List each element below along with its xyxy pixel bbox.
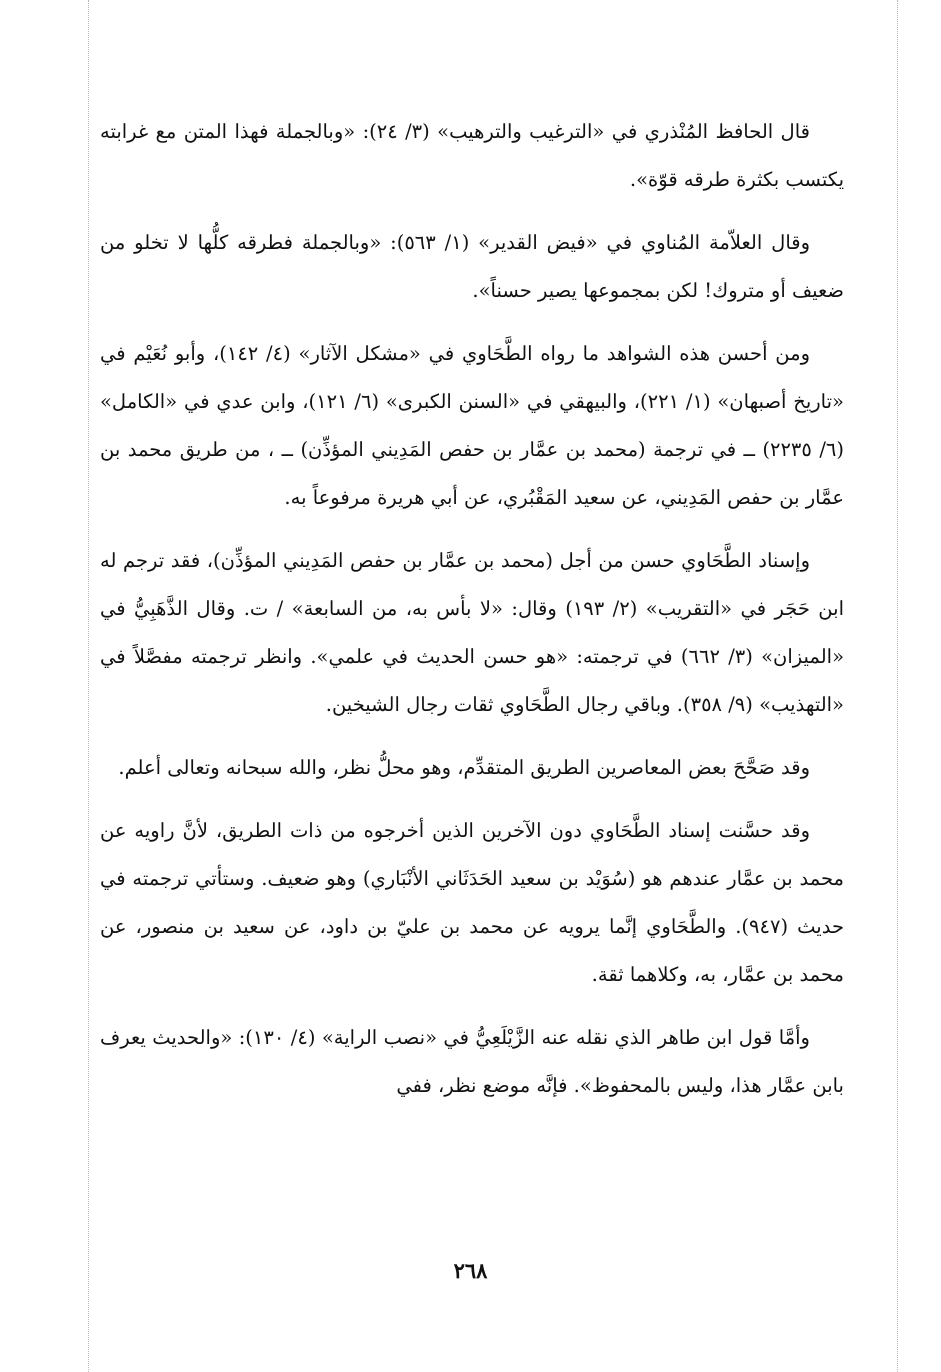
paragraph-7: وأمَّا قول ابن طاهر الذي نقله عنه الزَّيْلَعِيُّ في «نصب الراية» (٤/ ١٣٠): «والحديث يعرف بابن عمَّار هذا، وليس بالمحفوظ». فإنَّه موضع نظر، ففي <box>100 1026 844 1097</box>
paragraph-4: وإسناد الطَّحَاوي حسن من أجل (محمد بن عمَّار بن حفص المَدِيني المؤذِّن)، فقد ترجم له ابن حَجَر في «التقريب» (٢/ ١٩٣) وقال: «لا بأس به، من السابعة» / ت. وقال الذَّهَبِيُّ في «الميزان» (٣/ ٦٦٢) في ترجمته: «هو حسن الحديث في علمي». وانظر ترجمته مفصَّلاً في «التهذيب» (٩/ ٣٥٨). وباقي رجال الطَّحَاوي ثقات رجال الشيخين. <box>100 549 844 716</box>
paragraph-2: وقال العلاّمة المُناوي في «فيض القدير» (١/ ٥٦٣): «وبالجملة فطرقه كلُّها لا تخلو من ضعيف أو متروك! لكن بمجموعها يصير حسناً». <box>100 231 844 302</box>
paragraph-3: ومن أحسن هذه الشواهد ما رواه الطَّحَاوي في «مشكل الآثار» (٤/ ١٤٢)، وأبو نُعَيْم في «تاريخ أصبهان» (١/ ٢٢١)، والبيهقي في «السنن الكبرى» (٦/ ١٢١)، وابن عدي في «الكامل» (٦/ ٢٢٣٥) ــ في ترجمة (محمد بن عمَّار بن حفص المَدِيني المؤذِّن) ــ ، من طريق محمد بن عمَّار بن حفص المَدِيني، عن سعيد المَقْبُري، عن أبي هريرة مرفوعاً به. <box>100 342 844 509</box>
page-number: ٢٦٨ <box>453 1258 488 1283</box>
page-body <box>100 108 844 1125</box>
left-margin-guide <box>88 0 89 1372</box>
paragraph-1: قال الحافظ المُنْذري في «الترغيب والترهيب» (٣/ ٢٤): «وبالجملة فهذا المتن مع غرابته يكتسب بكثرة طرقه قوّة». <box>100 120 844 191</box>
paragraph-6: وقد حسَّنت إسناد الطَّحَاوي دون الآخرين الذين أخرجوه من ذات الطريق، لأنَّ راويه عن محمد بن عمَّار عندهم هو (سُوَيْد بن سعيد الحَدَثَاني الأنْبَاري) وهو ضعيف. وستأتي ترجمته في حديث (٩٤٧). والطَّحَاوي إنَّما يرويه عن محمد بن عليّ بن داود، عن سعيد بن منصور، عن محمد بن عمَّار، به، وكلاهما ثقة. <box>100 819 844 986</box>
right-margin-guide <box>897 0 898 1372</box>
paragraph-5: وقد صَحَّحَ بعض المعاصرين الطريق المتقدِّم، وهو محلُّ نظر، والله سبحانه وتعالى أعلم. <box>118 756 810 779</box>
